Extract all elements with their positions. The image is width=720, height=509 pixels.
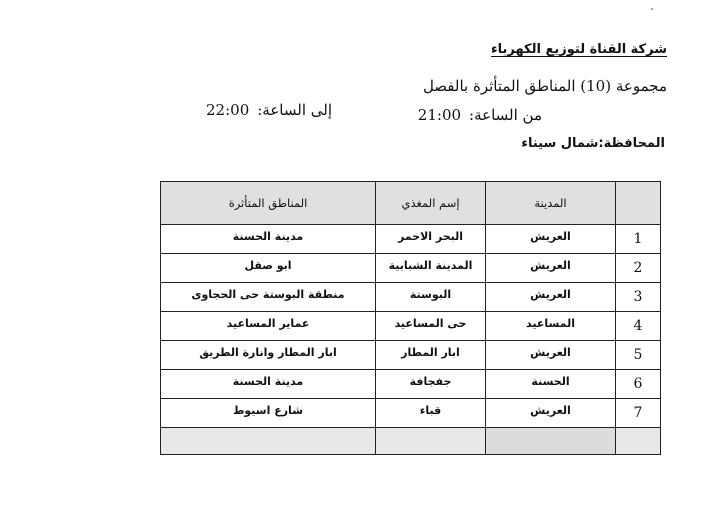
cell-feeder: المدينة الشبابية (376, 254, 486, 283)
cell-areas: مدينة الحسنة (161, 370, 376, 399)
cell-feeder: البوستة (376, 283, 486, 312)
table-row (161, 254, 661, 283)
table-row (161, 225, 661, 254)
cell-number: 2 (616, 254, 661, 283)
table-row (161, 283, 661, 312)
cell-feeder: قباء (376, 399, 486, 428)
cell-areas: منطقة البوستة حى الحجاوى (161, 283, 376, 312)
cell-number: 3 (616, 283, 661, 312)
from-label: من الساعة: (469, 106, 542, 124)
cell-city: العريش (486, 283, 616, 312)
cell-feeder: حى المساعيد (376, 312, 486, 341)
header-city: المدينة (486, 182, 616, 225)
governorate-line: المحافظة:شمال سيناء (521, 136, 665, 151)
header-number (616, 182, 661, 225)
header-feeder: إسم المغذي (376, 182, 486, 225)
table-footer-row (161, 428, 661, 455)
cell-number: 4 (616, 312, 661, 341)
cell-areas: ابو صقل (161, 254, 376, 283)
cell-city: الحسنة (486, 370, 616, 399)
cell-city: العريش (486, 225, 616, 254)
footer-cell-areas (161, 428, 376, 455)
to-time-line (206, 101, 332, 119)
company-title: شركة القناة لتوزيع الكهرباء (490, 42, 667, 57)
cell-areas: ابار المطار وانارة الطريق (161, 341, 376, 370)
from-time: 21:00 (417, 106, 462, 124)
footer-cell-number (616, 428, 661, 455)
cell-feeder: ابار المطار (376, 341, 486, 370)
cell-feeder: جفجافة (376, 370, 486, 399)
affected-areas-table (160, 181, 661, 455)
cell-number: 7 (616, 399, 661, 428)
from-time-line (418, 106, 542, 124)
cell-feeder: البحر الاحمر (376, 225, 486, 254)
cell-areas: عماير المساعيد (161, 312, 376, 341)
to-label: إلى الساعة: (257, 101, 332, 119)
cell-city: العريش (486, 254, 616, 283)
group-line: مجموعة (10) المناطق المتأثرة بالفصل (422, 77, 667, 95)
footer-cell-city-redacted (486, 428, 616, 455)
to-time: 22:00 (206, 101, 250, 119)
cell-areas: شارع اسيوط (161, 399, 376, 428)
cell-city: العريش (486, 341, 616, 370)
cell-areas: مدينة الحسنة (161, 225, 376, 254)
table-row (161, 399, 661, 428)
table-header-row (161, 182, 661, 225)
cell-number: 5 (616, 341, 661, 370)
header-areas: المناطق المتأثرة (161, 182, 376, 225)
footer-cell-feeder (376, 428, 486, 455)
table-row (161, 370, 661, 399)
cell-city: العريش (486, 399, 616, 428)
scan-dot (651, 8, 653, 10)
table-row (161, 341, 661, 370)
cell-number: 6 (616, 370, 661, 399)
table-row (161, 312, 661, 341)
cell-number: 1 (616, 225, 661, 254)
cell-city: المساعيد (486, 312, 616, 341)
